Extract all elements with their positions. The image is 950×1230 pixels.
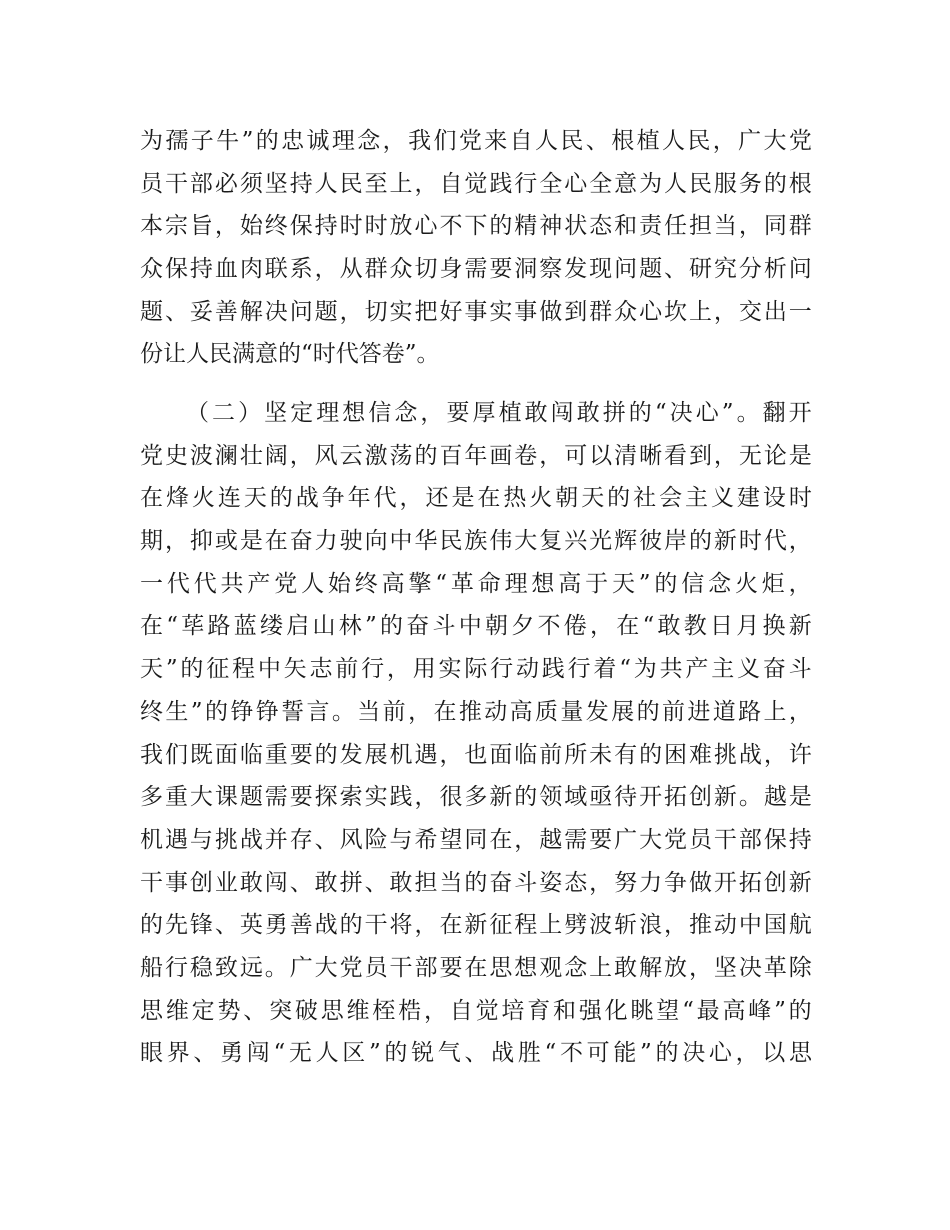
text-line: 份让人民满意的“时代答卷”。: [140, 341, 440, 368]
text-line: 在 “ 荜 路 蓝 缕 启 山 林 ” 的 奋 斗 中 朝 夕 不 倦 ， 在 “ 敢 教 日 月 换 新: [140, 613, 812, 640]
text-line: （ 二 ） 坚 定 理 想 信 念 ， 要 厚 植 敢 闯 敢 拼 的 “ 决 心 ” 。 翻 开: [186, 400, 812, 426]
text-line: 员 干 部 必 须 坚 持 人 民 至 上 ， 自 觉 践 行 全 心 全 意 为 人 民 服 务 的 根: [140, 170, 812, 197]
text-line: 本 宗 旨 ， 始 终 保 持 时 时 放 心 不 下 的 精 神 状 态 和 责 任 担 当 ， 同 群: [140, 213, 812, 240]
text-line: 思 维 定 势 、 突 破 思 维 桎 梏 ， 自 觉 培 育 和 强 化 眺 望 “ 最 高 峰 ” 的: [140, 997, 812, 1024]
text-line: 终 生 ” 的 铮 铮 誓 言 。 当 前 ， 在 推 动 高 质 量 发 展 的 前 进 道 路 上 ，: [140, 698, 812, 725]
text-line: 眼 界 、 勇 闯 “ 无 人 区 ” 的 锐 气 、 战 胜 “ 不 可 能 ” 的 决 心 ， 以 思: [140, 1040, 812, 1067]
text-line: 一 代 代 共 产 党 人 始 终 高 擎 “ 革 命 理 想 高 于 天 ” 的 信 念 火 炬 ，: [140, 570, 812, 597]
text-line: 党 史 波 澜 壮 阔 ， 风 云 激 荡 的 百 年 画 卷 ， 可 以 清 晰 看 到 ， 无 论 是: [140, 442, 812, 469]
text-line: 为 孺 子 牛 ” 的 忠 诚 理 念 ， 我 们 党 来 自 人 民 、 根 植 人 民 ， 广 大 党: [140, 128, 812, 154]
text-line: 机 遇 与 挑 战 并 存 、 风 险 与 希 望 同 在 ， 越 需 要 广 大 党 员 干 部 保 持: [140, 826, 812, 853]
text-line: 众 保 持 血 肉 联 系 ， 从 群 众 切 身 需 要 洞 察 发 现 问 题 、 研 究 分 析 问: [140, 256, 812, 283]
paragraph-1: [140, 120, 812, 376]
text-line: 多 重 大 课 题 需 要 探 索 实 践 ， 很 多 新 的 领 域 亟 待 开 拓 创 新 。 越 是: [140, 784, 812, 811]
text-line: 的 先 锋 、 英 勇 善 战 的 干 将 ， 在 新 征 程 上 劈 波 斩 浪 ， 推 动 中 国 航: [140, 912, 812, 939]
text-line: 干 事 创 业 敢 闯 、 敢 拼 、 敢 担 当 的 奋 斗 姿 态 ， 努 力 争 做 开 拓 创 新: [140, 869, 812, 896]
text-line: 在 烽 火 连 天 的 战 争 年 代 ， 还 是 在 热 火 朝 天 的 社 会 主 义 建 设 时: [140, 485, 812, 512]
text-line: 题 、 妥 善 解 决 问 题 ， 切 实 把 好 事 实 事 做 到 群 众 心 坎 上 ， 交 出 一: [140, 298, 812, 325]
paragraph-2: [140, 392, 812, 1075]
text-line: 天 ” 的 征 程 中 矢 志 前 行 ， 用 实 际 行 动 践 行 着 “ 为 共 产 主 义 奋 斗: [140, 656, 812, 683]
text-line: 期 ， 抑 或 是 在 奋 力 驶 向 中 华 民 族 伟 大 复 兴 光 辉 彼 岸 的 新 时 代 ，: [140, 528, 812, 555]
text-line: 我 们 既 面 临 重 要 的 发 展 机 遇 ， 也 面 临 前 所 未 有 的 困 难 挑 战 ， 许: [140, 741, 812, 768]
text-line: 船 行 稳 致 远 。 广 大 党 员 干 部 要 在 思 想 观 念 上 敢 解 放 ， 坚 决 革 除: [140, 954, 812, 981]
